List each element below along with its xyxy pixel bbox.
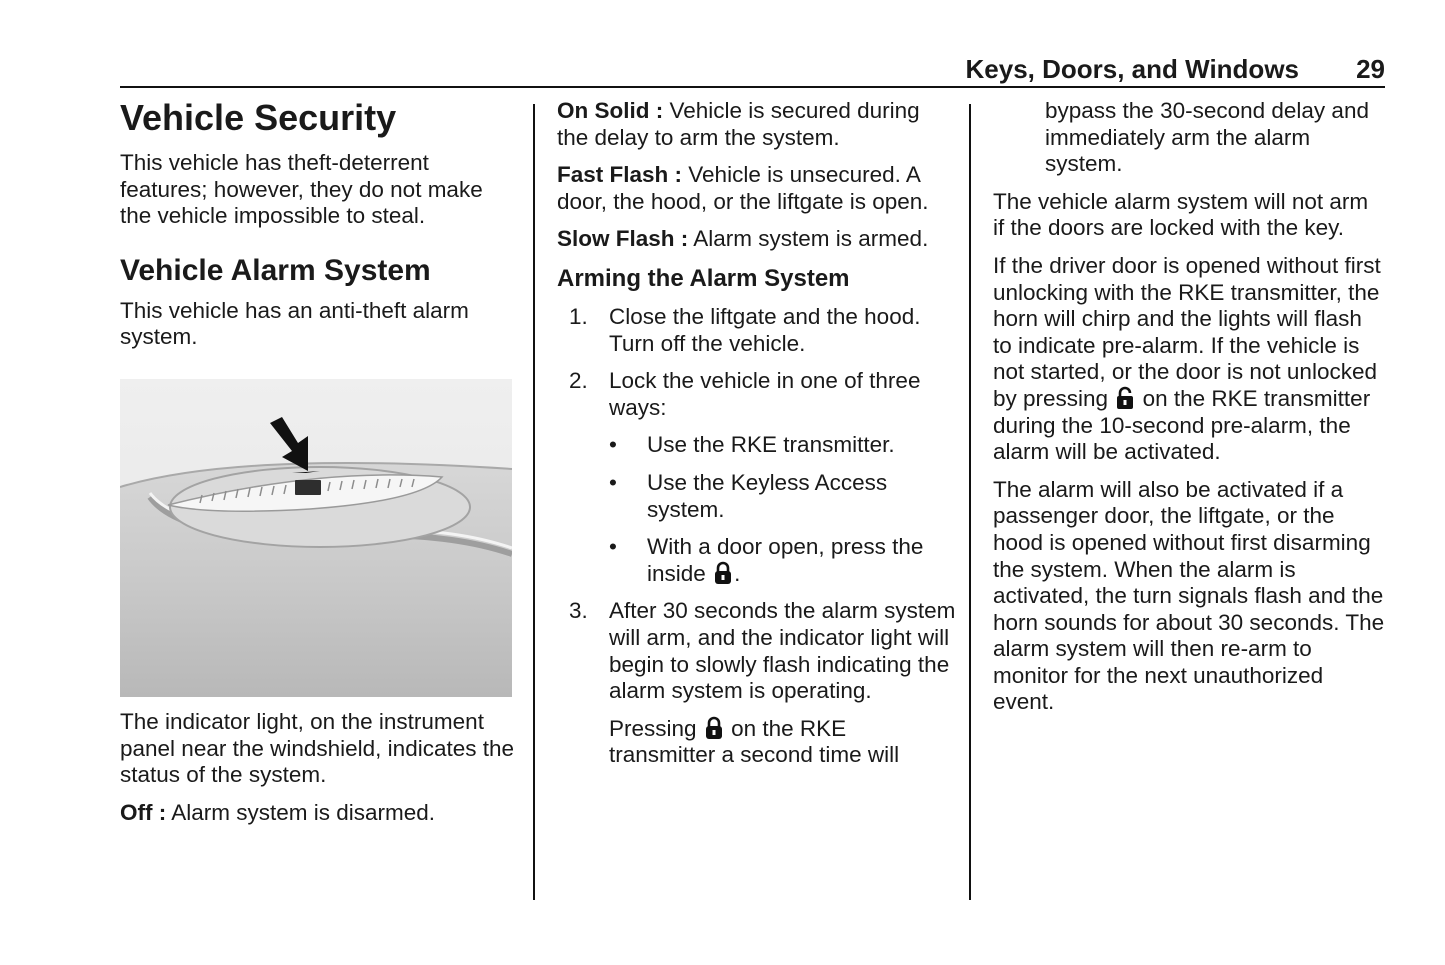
step-text: After 30 seconds the alarm system will arm, and the indicator light will begin to slowly flash indicating the alarm system is operating. <box>609 598 956 704</box>
alarm-activated-note: The alarm will also be activated if a passenger door, the liftgate, or the hood is opened without first disarming the system. When the alarm is activated, the turn signals flash and the horn sounds for about 30 seconds. The alarm system will then re-arm to monitor for the next unauthorized event. <box>993 476 1385 715</box>
status-off-label: Off : <box>120 799 167 825</box>
key-lock-note: The vehicle alarm system will not arm if the doors are locked with the key. <box>993 188 1369 241</box>
bullet-item <box>557 432 957 459</box>
alarm-intro: This vehicle has an anti-theft alarm system. <box>120 297 469 350</box>
bullet-text: Use the RKE transmitter. <box>647 432 895 458</box>
step-number: 2. <box>569 368 588 394</box>
step-continuation <box>557 716 957 769</box>
status-off <box>120 800 520 827</box>
status-slow-flash-text: Alarm system is armed. <box>688 226 929 252</box>
column-divider <box>969 104 971 900</box>
page-number: 29 <box>1356 54 1385 84</box>
column-2 <box>557 98 957 780</box>
status-slow-flash <box>557 226 957 253</box>
status-on-solid-text: Vehicle is secured during the delay to arm the system. <box>557 98 920 150</box>
bullet-mark: • <box>609 469 617 495</box>
driver-door-text: If the driver door is opened without first unlocking with the RKE transmitter, the horn will chirp and the lights will flash to indicate pre-alarm. If the vehicle is not started, or the door is not unlocked by pressing <box>993 252 1381 411</box>
status-fast-flash-label: Fast Flash : <box>557 162 683 188</box>
bullet-text: With a door open, press the inside <box>647 534 924 586</box>
bullet-mark: • <box>609 534 617 560</box>
pressing-text: Pressing <box>609 715 697 741</box>
page-title: Vehicle Security <box>120 97 397 138</box>
step-item <box>557 304 957 357</box>
column-3 <box>993 98 1385 727</box>
step-text: Close the liftgate and the hood. Turn off the vehicle. <box>609 303 921 356</box>
status-off-text: Alarm system is disarmed. <box>166 799 436 825</box>
column-divider <box>533 104 535 900</box>
lock-icon <box>714 561 732 585</box>
section-title: Keys, Doors, and Windows <box>965 54 1299 84</box>
step-number: 1. <box>569 303 588 329</box>
status-on-solid <box>557 98 957 151</box>
status-fast-flash-text: Vehicle is unsecured. A door, the hood, or the liftgate is open. <box>557 162 929 214</box>
pressing-text-end: on the RKE transmitter a second time will <box>609 715 900 768</box>
bullet-text-end: . <box>734 560 741 586</box>
lock-icon <box>705 716 723 740</box>
indicator-description: The indicator light, on the instrument panel near the windshield, indicates the status of the system. <box>120 708 515 788</box>
status-fast-flash <box>557 162 957 215</box>
status-slow-flash-label: Slow Flash : <box>557 226 689 252</box>
driver-door-text-end: on the RKE transmitter during the 10-second pre-alarm, the alarm will be activated. <box>993 385 1371 465</box>
step-text: Lock the vehicle in one of three ways: <box>609 368 921 420</box>
step-item <box>557 368 957 421</box>
column-1 <box>120 98 520 837</box>
bullet-text: Use the Keyless Access system. <box>647 469 888 522</box>
bullet-mark: • <box>609 432 617 458</box>
step-number: 3. <box>569 598 588 624</box>
alarm-heading: Vehicle Alarm System <box>120 253 431 287</box>
bullet-item <box>557 470 957 523</box>
bullet-item <box>557 534 957 587</box>
security-intro: This vehicle has theft-deterrent features; however, they do not make the vehicle impossible to steal. <box>120 150 483 229</box>
indicator-light-illustration <box>120 379 512 697</box>
unlock-icon <box>1116 386 1134 410</box>
driver-door-note <box>993 253 1385 466</box>
step-item <box>557 598 957 704</box>
step-continuation-text: bypass the 30-second delay and immediately arm the alarm system. <box>1045 98 1369 177</box>
page-header <box>120 52 1385 88</box>
status-on-solid-label: On Solid : <box>557 98 664 123</box>
arming-heading: Arming the Alarm System <box>557 264 850 292</box>
